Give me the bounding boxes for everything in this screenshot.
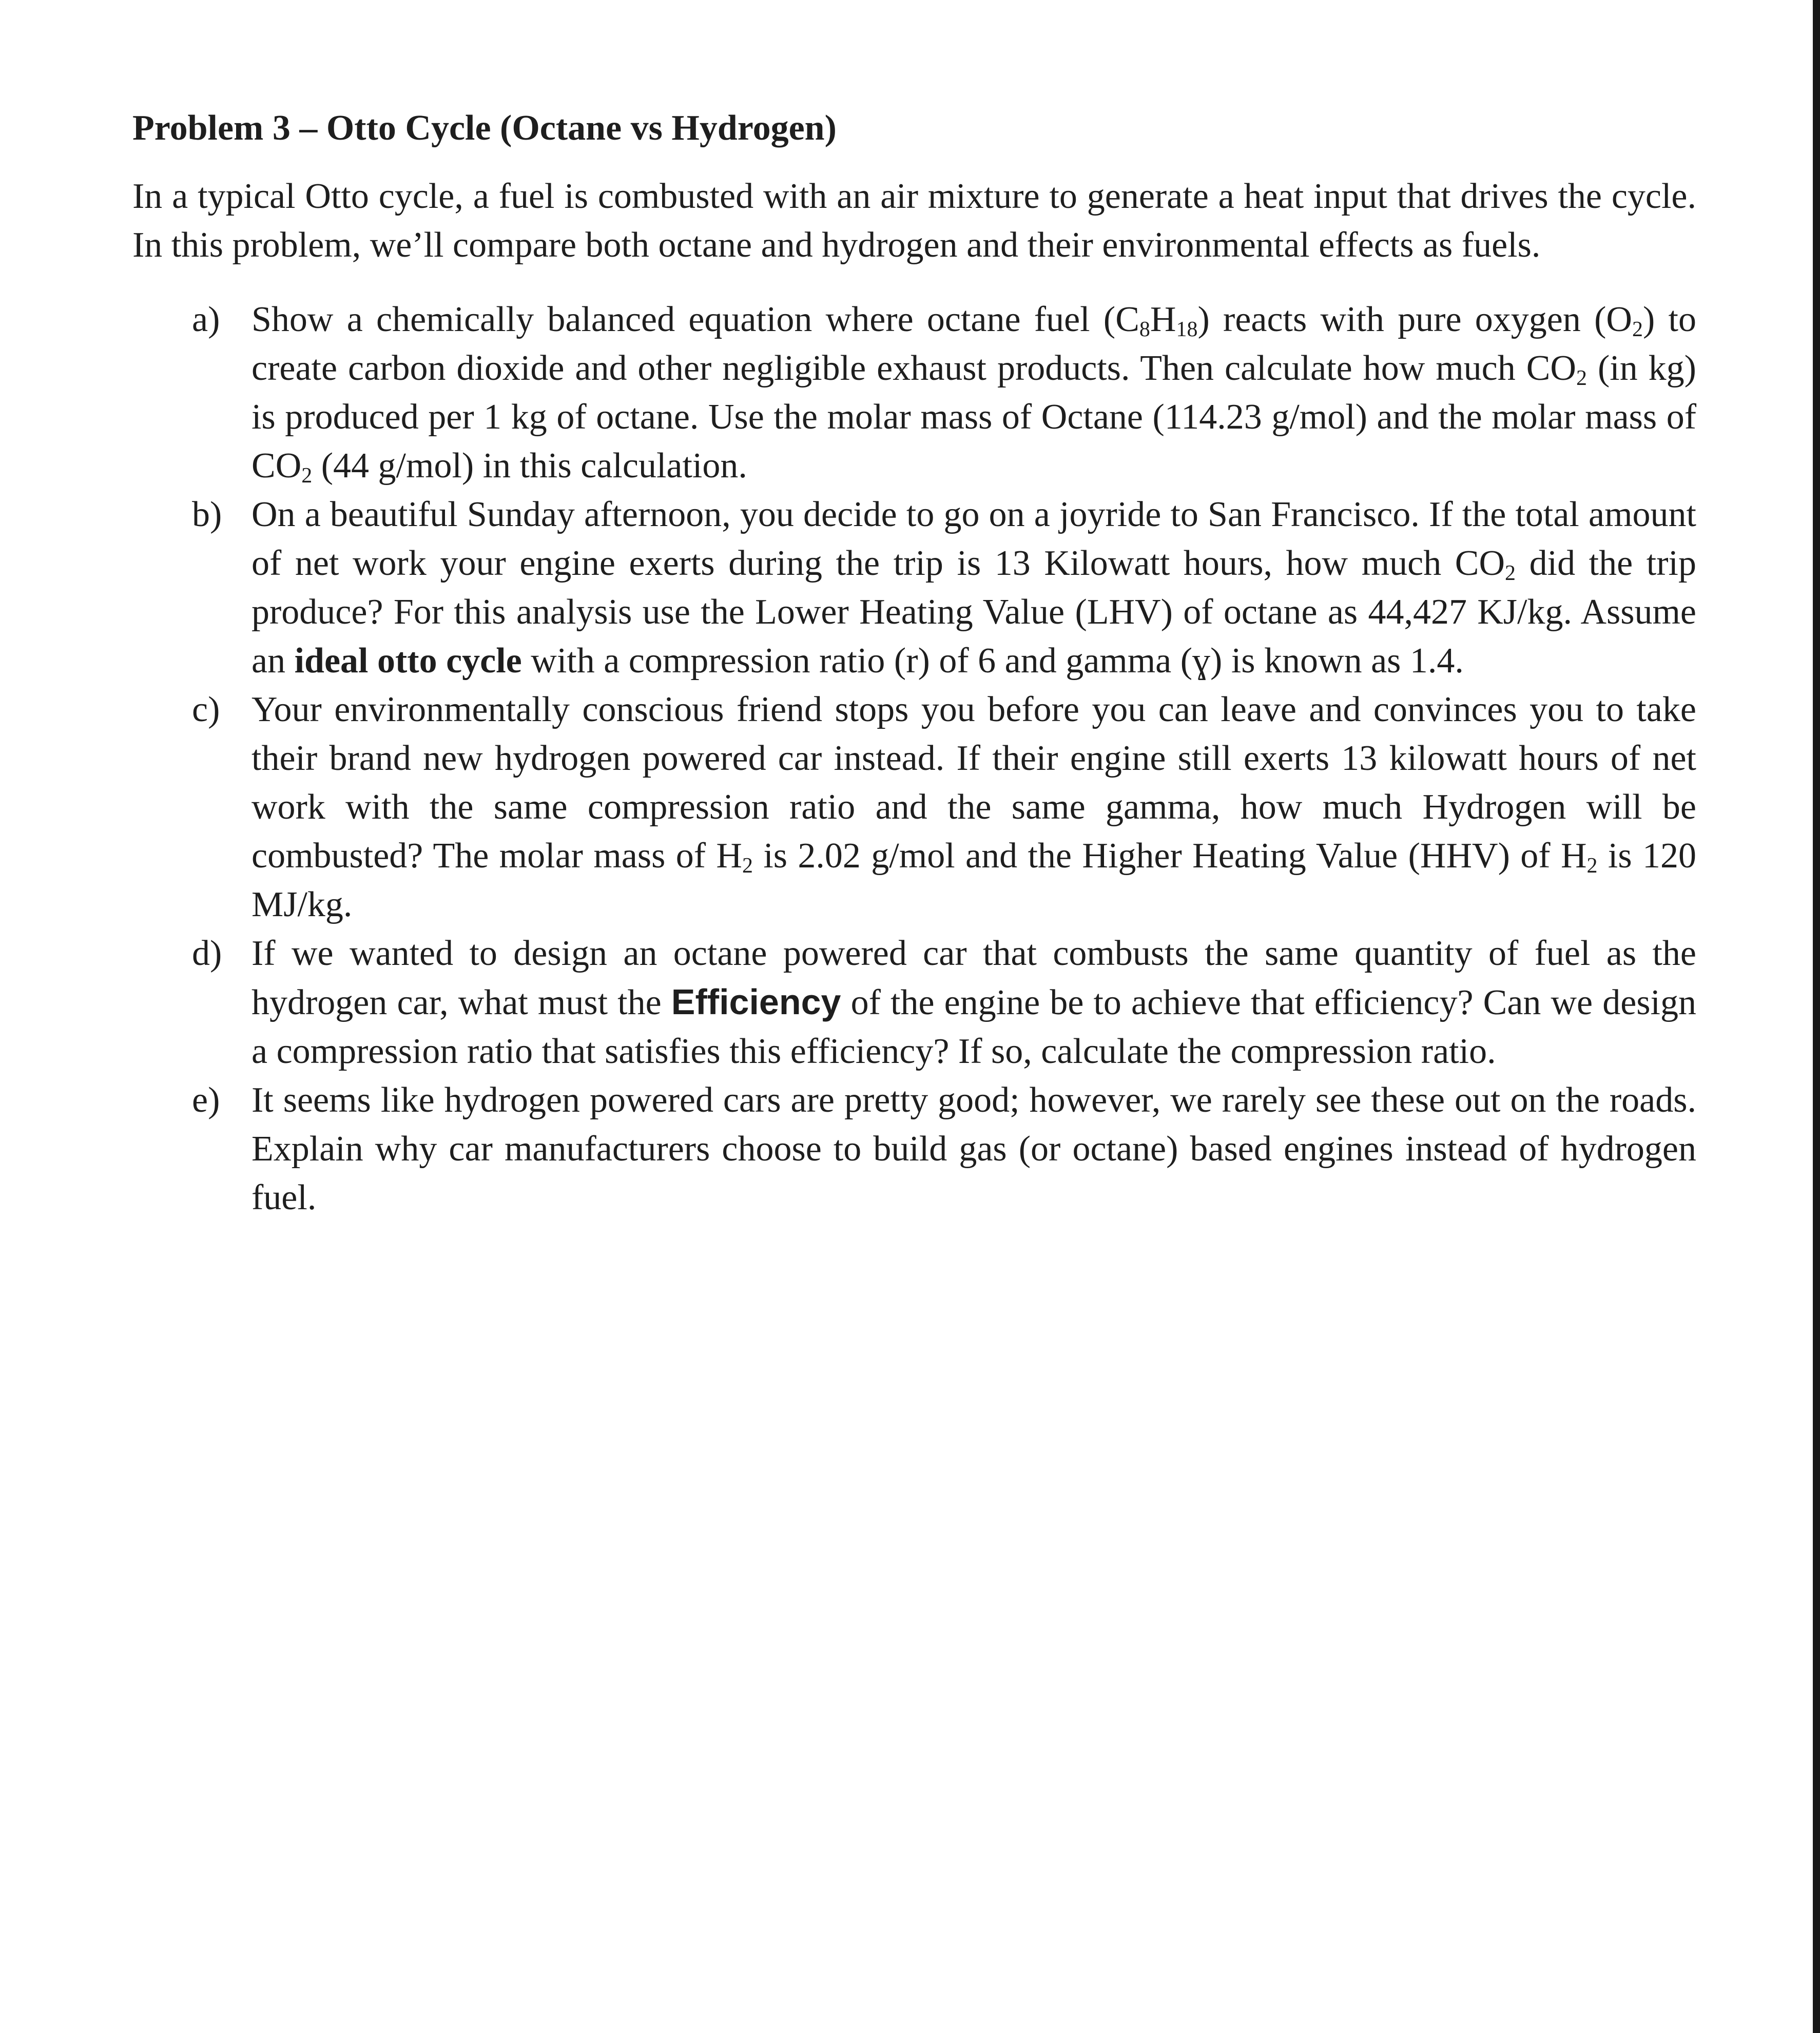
text-run: ) to create carbon dioxide and other negligible exhaust products. Then calculate how much CO bbox=[251, 300, 1697, 388]
subscript: 2 bbox=[1505, 562, 1516, 585]
subscript: 2 bbox=[1586, 854, 1598, 878]
text-run: On a beautiful Sunday afternoon, you decide to go on a joyride to San Francisco. If the total amount of net work your engine exerts during the trip is 13 Kilowatt hours, how much CO bbox=[251, 495, 1696, 583]
text-run: If we wanted to design an octane powered car that combusts the same quantity of fuel as the hydrogen car, what must the bbox=[251, 934, 1696, 1022]
part-marker: e) bbox=[192, 1080, 220, 1120]
text-run: did the trip produce? For this analysis use the Lower Heating Value (LHV) of octane as 44,427 KJ/kg. Assume an bbox=[251, 544, 1696, 681]
emphasis: Efficiency bbox=[671, 982, 841, 1022]
part-a bbox=[132, 295, 1696, 490]
text-run: ) reacts with pure oxygen (O bbox=[1197, 300, 1632, 339]
problem-intro: In a typical Otto cycle, a fuel is combusted with an air mixture to generate a heat input that drives the cycle. In this problem, we’ll compare both octane and hydrogen and their environmental effects as fuels. bbox=[132, 177, 1696, 265]
part-text bbox=[251, 295, 1696, 490]
text-run: It seems like hydrogen powered cars are pretty good; however, we rarely see these out on the roads. Explain why car manufacturers choose to build gas (or octane) based engines instead of hydrogen fuel. bbox=[251, 1080, 1696, 1217]
part-text bbox=[251, 685, 1696, 929]
page-right-edge bbox=[1813, 0, 1820, 2033]
part-marker: d) bbox=[192, 934, 222, 973]
part-marker: b) bbox=[192, 495, 222, 534]
part-text bbox=[251, 490, 1696, 685]
emphasis: ideal otto cycle bbox=[294, 641, 522, 681]
subscript: 2 bbox=[1632, 318, 1643, 341]
text-run: (44 g/mol) in this calculation. bbox=[312, 446, 747, 486]
text-run: is 2.02 g/mol and the Higher Heating Value (HHV) of H bbox=[752, 836, 1587, 876]
text-run: Show a chemically balanced equation where octane fuel (C bbox=[251, 300, 1139, 339]
part-b bbox=[132, 490, 1696, 685]
text-run: with a compression ratio (r) of 6 and gamma (ɣ) is known as 1.4. bbox=[521, 641, 1464, 681]
subscript: 18 bbox=[1176, 318, 1198, 341]
subscript: 2 bbox=[1576, 366, 1587, 390]
part-marker: c) bbox=[192, 690, 220, 729]
problem-title: Problem 3 – Otto Cycle (Octane vs Hydrogen) bbox=[132, 108, 837, 148]
text-run: H bbox=[1150, 300, 1176, 339]
part-e bbox=[132, 1076, 1696, 1222]
part-d bbox=[132, 929, 1696, 1076]
part-c bbox=[132, 685, 1696, 929]
subscript: 8 bbox=[1139, 318, 1150, 341]
text-run: Your environmentally conscious friend stops you before you can leave and convinces you to take their brand new hydrogen powered car instead. If their engine still exerts 13 kilowatt hours of net work with the same compression ratio and the same gamma, how much Hydrogen will be combusted? The molar mass of H bbox=[251, 690, 1696, 876]
text-run: (in kg) is produced per 1 kg of octane. Use the molar mass of Octane (114.23 g/mol) and the molar mass of CO bbox=[251, 348, 1696, 486]
part-marker: a) bbox=[192, 300, 220, 339]
subscript: 2 bbox=[301, 464, 313, 488]
problem-parts-list bbox=[132, 295, 1696, 1222]
subscript: 2 bbox=[742, 854, 753, 878]
text-run: is 120 MJ/kg. bbox=[251, 836, 1696, 924]
part-text bbox=[251, 929, 1696, 1076]
part-text bbox=[251, 1076, 1696, 1222]
document-page bbox=[132, 100, 1696, 1222]
text-run: of the engine be to achieve that efficiency? Can we design a compression ratio that satisfies this efficiency? If so, calculate the compression ratio. bbox=[251, 983, 1696, 1071]
